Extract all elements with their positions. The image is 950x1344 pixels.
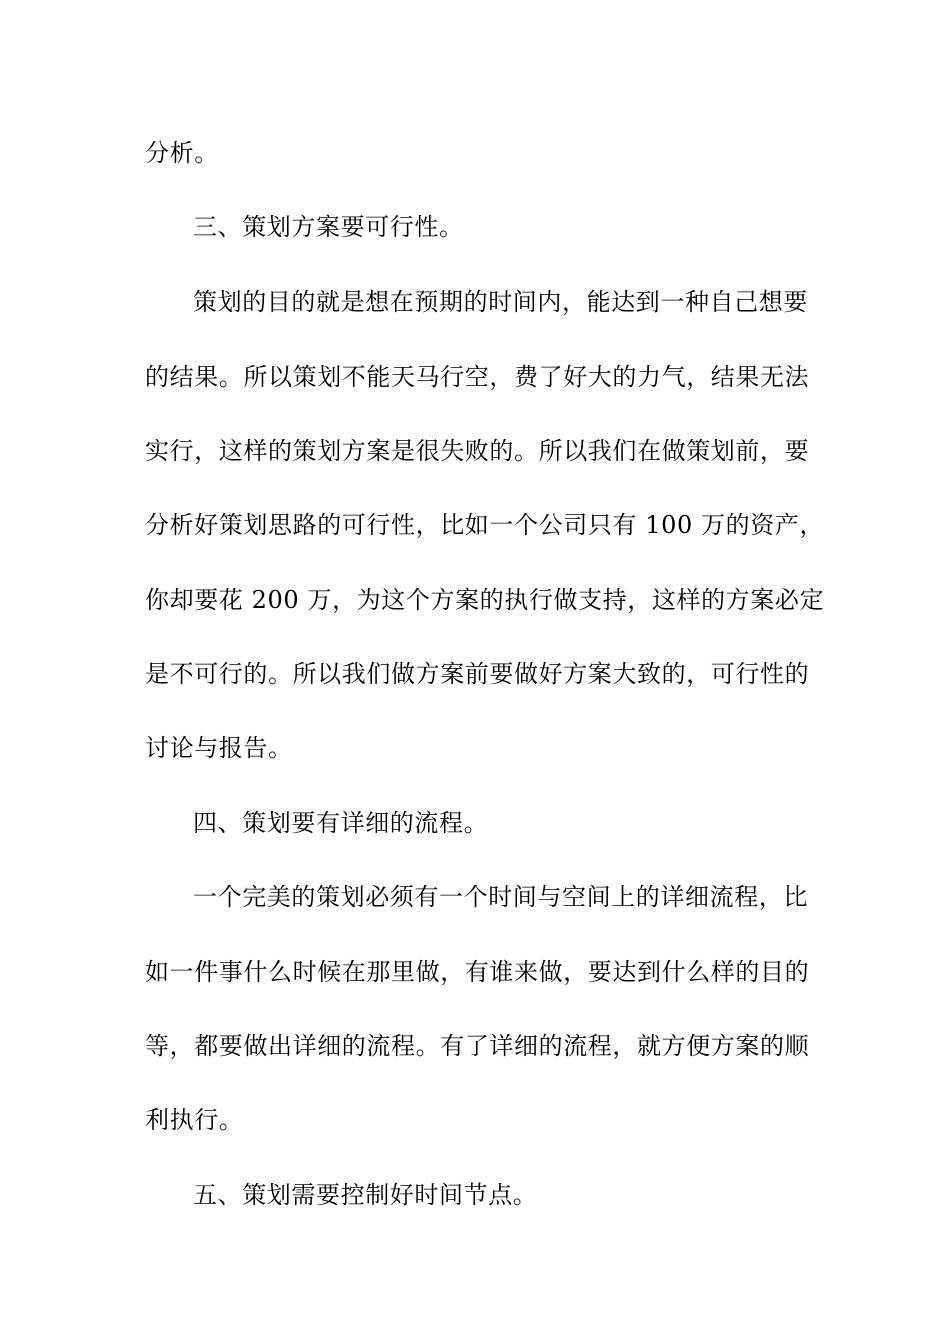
paragraph-line: 讨论与报告。 xyxy=(145,734,293,762)
paragraph-line: 实行，这样的策划方案是很失败的。所以我们在做策划前，要 xyxy=(145,437,810,465)
paragraph-line: 的结果。所以策划不能天马行空，费了好大的力气，结果无法 xyxy=(145,363,810,391)
section-heading-4: 四、策划要有详细的流程。 xyxy=(193,809,489,837)
paragraph-line: 策划的目的就是想在预期的时间内，能达到一种自己想要 xyxy=(193,288,808,316)
section-heading-5: 五、策划需要控制好时间节点。 xyxy=(193,1181,538,1209)
paragraph-line: 一个完美的策划必须有一个时间与空间上的详细流程，比 xyxy=(193,883,808,911)
section-heading-3: 三、策划方案要可行性。 xyxy=(193,213,464,241)
paragraph-line: 分析。 xyxy=(145,139,219,167)
paragraph-line: 等，都要做出详细的流程。有了详细的流程，就方便方案的顺 xyxy=(145,1032,810,1060)
paragraph-line: 利执行。 xyxy=(145,1106,244,1134)
paragraph-line: 你却要花 200 万，为这个方案的执行做支持，这样的方案必定 xyxy=(145,586,825,614)
paragraph-line: 如一件事什么时候在那里做，有谁来做，要达到什么样的目的 xyxy=(145,958,810,986)
paragraph-line: 分析好策划思路的可行性，比如一个公司只有 100 万的资产， xyxy=(145,511,825,539)
paragraph-line: 是不可行的。所以我们做方案前要做好方案大致的，可行性的 xyxy=(145,660,810,688)
